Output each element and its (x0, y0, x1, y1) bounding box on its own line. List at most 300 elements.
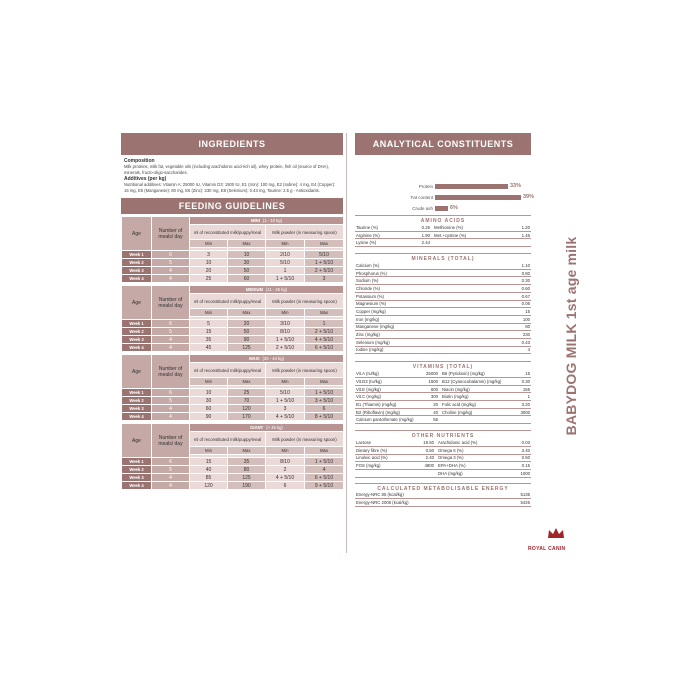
table-cell: 4 (495, 346, 531, 354)
table-cell: 5 (190, 320, 228, 328)
table-cell: EPA+DHA (%) (435, 462, 501, 470)
table-cell: FOS (mg/kg) (355, 462, 411, 470)
table-row (122, 336, 344, 344)
amino-title: AMINO ACIDS (355, 215, 531, 224)
table-row (122, 251, 344, 259)
meals-value: 4 (152, 482, 190, 490)
feeding-table-giant (121, 423, 344, 490)
table-cell (505, 416, 531, 424)
powder-header: Milk powder (in measuring spoon) (266, 363, 344, 378)
table-cell: 2 + 5/10 (305, 267, 344, 275)
meals-value: 4 (152, 336, 190, 344)
table-cell: Potassium (%) (355, 292, 495, 300)
table-cell: 30 (190, 397, 228, 405)
meals-value: 6 (152, 458, 190, 466)
meals-value: 5 (152, 466, 190, 474)
table-row (355, 408, 531, 416)
table-cell: 4800 (411, 462, 435, 470)
table-cell: Arachidonic acid (%) (435, 439, 501, 446)
table-cell: 230 (495, 331, 531, 339)
table-cell: Vit.D3 (IU/kg) (355, 378, 415, 386)
feeding-table-medium (121, 285, 344, 352)
feeding-table-mini (121, 216, 344, 283)
other-nutrients-table (355, 439, 531, 477)
minmax-header: Max (228, 447, 266, 455)
table-cell: Dietary fibre (%) (355, 446, 411, 454)
table-cell: 20 (228, 320, 266, 328)
table-cell: Niacin (mg/kg) (439, 385, 505, 393)
size-range: (11 - 25 kg) (265, 287, 288, 292)
table-row (355, 385, 531, 393)
table-cell: 90 (190, 413, 228, 421)
week-label: Week 3 (122, 267, 152, 275)
table-cell: 10 (190, 259, 228, 267)
table-cell: Arginine (%) (355, 231, 409, 239)
column-divider (346, 133, 347, 553)
table-cell: 56 (415, 416, 439, 424)
table-cell: Lysine (%) (355, 239, 409, 247)
feeding-header (121, 198, 343, 214)
table-cell: 4 (305, 466, 344, 474)
table-cell (439, 416, 505, 424)
table-row (355, 331, 531, 339)
size-name: MAXI (249, 356, 260, 361)
table-cell: Phosphorus (%) (355, 269, 495, 277)
table-cell: 6 + 5/10 (305, 474, 344, 482)
table-row (122, 267, 344, 275)
table-cell: Zinc (mg/kg) (355, 331, 495, 339)
meals-value: 6 (152, 251, 190, 259)
table-cell: 3/10 (266, 320, 305, 328)
additives-label: Additives (per kg) (124, 176, 167, 182)
amino-table (355, 224, 531, 247)
table-cell: 8 + 5/10 (305, 413, 344, 421)
bar-row-fat (355, 195, 433, 201)
meals-value: 4 (152, 275, 190, 283)
minerals-title: MINERALS (TOTAL) (355, 253, 531, 262)
side-title: BABYDOG MILK 1st age milk (563, 236, 579, 436)
composition-label: Composition (124, 158, 155, 164)
week-label: Week 1 (122, 320, 152, 328)
table-cell: Vit.E (mg/kg) (355, 385, 415, 393)
bar-label-protein: Protein (418, 184, 433, 189)
week-label: Week 1 (122, 251, 152, 259)
table-cell: 5/10 (305, 251, 344, 259)
table-row (122, 259, 344, 267)
table-cell: 1 + 5/10 (266, 336, 305, 344)
composition-text: Milk proteins, milk fat, vegetable oils (including arachidonic acid-rich oil), whey protein, fish oil (source of DHA), minerals, fructo-oligo-saccharides. (124, 164, 330, 175)
table-cell: 3 (305, 275, 344, 283)
vitamins-title: VITAMINS (TOTAL) (355, 361, 531, 370)
table-cell: Linoleic acid (%) (355, 454, 411, 462)
size-name: MINI (251, 218, 260, 223)
table-cell: 70 (228, 397, 266, 405)
age-header: Age (122, 217, 152, 251)
table-cell: 1 (305, 320, 344, 328)
table-cell: 3.20 (505, 401, 531, 409)
table-cell: 0.15 (501, 462, 531, 470)
meals-header: Number of meals/ day (152, 355, 190, 389)
table-cell: 3 (190, 251, 228, 259)
table-cell: 0.30 (495, 277, 531, 285)
ml-header: ml of reconstituted milk/puppy/meal (190, 432, 266, 447)
table-cell: 25 (228, 389, 266, 397)
table-row (122, 397, 344, 405)
table-cell: 35 (190, 336, 228, 344)
meals-value: 4 (152, 474, 190, 482)
size-range: (1 - 10 kg) (262, 218, 282, 223)
table-cell: 1.10 (495, 262, 531, 269)
table-cell: 15 (505, 370, 531, 377)
table-row (355, 224, 531, 231)
table-cell: Met.+cystine (%) (431, 231, 499, 239)
table-row (355, 338, 531, 346)
ml-header: ml of reconstituted milk/puppy/meal (190, 225, 266, 240)
vitamins-table (355, 370, 531, 424)
table-cell: 0.50 (411, 446, 435, 454)
table-cell: 50 (228, 328, 266, 336)
table-row (355, 239, 531, 247)
meals-value: 5 (152, 328, 190, 336)
table-cell: Manganese (mg/kg) (355, 323, 495, 331)
table-cell: 120 (190, 482, 228, 490)
table-cell: Biotin (mg/kg) (439, 393, 505, 401)
table-cell: 2.44 (409, 239, 431, 247)
powder-header: Milk powder (in measuring spoon) (266, 432, 344, 447)
table-cell: 155 (505, 385, 531, 393)
minmax-header: Min (266, 240, 305, 248)
table-cell: Iodine (mg/kg) (355, 346, 495, 354)
table-row (355, 462, 531, 470)
minmax-header: Min (266, 378, 305, 386)
table-cell: 1000 (501, 469, 531, 477)
table-cell: 0.30 (505, 378, 531, 386)
table-cell: 2.40 (411, 454, 435, 462)
table-cell: 0.60 (495, 285, 531, 293)
table-cell: 6 + 5/10 (305, 344, 344, 352)
table-cell: 4 + 5/10 (266, 413, 305, 421)
table-row (355, 262, 531, 269)
week-label: Week 1 (122, 389, 152, 397)
bar-value-fat: 39% (523, 194, 535, 200)
table-cell: 25 (190, 275, 228, 283)
table-cell: 60 (228, 275, 266, 283)
minmax-header: Min (190, 309, 228, 317)
table-cell: 120 (228, 405, 266, 413)
crown-icon (546, 526, 566, 540)
table-row (355, 285, 531, 293)
table-cell: 6 (305, 405, 344, 413)
table-cell: 30 (228, 259, 266, 267)
minerals-table (355, 262, 531, 354)
table-cell (411, 469, 435, 477)
table-row (355, 370, 531, 377)
other-nutrients-title: OTHER NUTRIENTS (355, 430, 531, 439)
minmax-header: Min (266, 309, 305, 317)
table-cell: 8/10 (266, 458, 305, 466)
table-cell: 10 (228, 251, 266, 259)
table-cell: 35 (228, 458, 266, 466)
table-cell: 125 (228, 344, 266, 352)
minmax-header: Min (190, 378, 228, 386)
table-cell: 190 (228, 482, 266, 490)
bar-value-protein: 33% (510, 183, 522, 189)
table-cell: 15 (495, 308, 531, 316)
table-cell: Calcium (%) (355, 262, 495, 269)
table-cell: 1 (266, 267, 305, 275)
table-cell: 0.03 (501, 439, 531, 446)
ml-header: ml of reconstituted milk/puppy/meal (190, 294, 266, 309)
table-cell: 5135 (495, 492, 531, 499)
powder-header: Milk powder (in measuring spoon) (266, 294, 344, 309)
size-label (190, 424, 344, 432)
table-cell: B2 (Riboflavin) (mg/kg) (355, 408, 415, 416)
feeding-table-maxi (121, 354, 344, 421)
table-row (355, 446, 531, 454)
table-cell: 20 (415, 401, 439, 409)
table-cell: 20 (190, 267, 228, 275)
table-row (355, 308, 531, 316)
energy-title: CALCULATED METABOLISABLE ENERGY (355, 483, 531, 492)
table-cell: 1 + 5/10 (305, 458, 344, 466)
brand-name: ROYAL CANIN (528, 546, 566, 552)
minmax-header: Min (190, 447, 228, 455)
table-row (355, 277, 531, 285)
table-row (122, 413, 344, 421)
ml-header: ml of reconstituted milk/puppy/meal (190, 363, 266, 378)
table-cell: Lactose (355, 439, 411, 446)
size-label (190, 355, 344, 363)
ingredients-body (121, 155, 343, 194)
table-row (355, 292, 531, 300)
week-label: Week 2 (122, 328, 152, 336)
ingredients-title: INGREDIENTS (198, 139, 266, 149)
table-row (355, 231, 531, 239)
table-row (122, 482, 344, 490)
minmax-header: Min (190, 240, 228, 248)
table-cell: 40 (415, 408, 439, 416)
age-header: Age (122, 355, 152, 389)
table-cell: Magnesium (%) (355, 300, 495, 308)
minmax-header: Max (305, 240, 344, 248)
week-label: Week 2 (122, 466, 152, 474)
table-row (355, 378, 531, 386)
table-cell: Methionine (%) (431, 224, 499, 231)
feeding-title: FEEDING GUIDELINES (178, 201, 286, 211)
table-row (355, 269, 531, 277)
table-row (355, 454, 531, 462)
size-label (190, 286, 344, 294)
table-row (122, 275, 344, 283)
table-cell: Omega 3 (%) (435, 454, 501, 462)
right-column (355, 133, 535, 507)
minmax-header: Max (305, 447, 344, 455)
table-cell (431, 239, 499, 247)
table-cell: 0.67 (495, 292, 531, 300)
table-cell: 3000 (505, 408, 531, 416)
week-label: Week 4 (122, 275, 152, 283)
table-cell: 125 (228, 474, 266, 482)
bar-label-ash: Crude ash (412, 206, 433, 211)
table-cell: Vit.C (mg/kg) (355, 393, 415, 401)
table-cell: 50 (228, 267, 266, 275)
week-label: Week 4 (122, 482, 152, 490)
table-cell: 1 + 5/10 (266, 275, 305, 283)
table-row (122, 389, 344, 397)
table-cell: 1 + 5/10 (305, 389, 344, 397)
meals-value: 6 (152, 320, 190, 328)
table-row (122, 344, 344, 352)
table-row (355, 416, 531, 424)
meals-value: 4 (152, 405, 190, 413)
table-cell: 15 (190, 458, 228, 466)
feeding-tables (121, 216, 343, 490)
week-label: Week 3 (122, 405, 152, 413)
table-cell: Chloride (%) (355, 285, 495, 293)
table-cell: 85 (190, 474, 228, 482)
minmax-header: Max (228, 309, 266, 317)
table-row (122, 320, 344, 328)
table-row (355, 439, 531, 446)
table-cell: 4 + 5/10 (305, 336, 344, 344)
table-cell: 60 (190, 405, 228, 413)
table-cell: 0.80 (495, 269, 531, 277)
table-row (122, 405, 344, 413)
table-row (122, 474, 344, 482)
meals-value: 4 (152, 344, 190, 352)
size-name: GIANT (250, 425, 264, 430)
table-cell: B1 (Thiamin) (mg/kg) (355, 401, 415, 409)
table-cell: 2 + 5/10 (305, 328, 344, 336)
meals-header: Number of meals/ day (152, 424, 190, 458)
week-label: Week 1 (122, 458, 152, 466)
table-row (122, 328, 344, 336)
analytical-title: ANALYTICAL CONSTITUENTS (372, 139, 514, 149)
energy-table (355, 492, 531, 507)
table-cell: 40 (190, 466, 228, 474)
minmax-header: Max (305, 378, 344, 386)
table-cell: 25000 (415, 370, 439, 377)
table-cell: 3 + 5/10 (305, 397, 344, 405)
size-range: (> 45 kg) (266, 425, 283, 430)
table-cell: 5426 (495, 499, 531, 507)
table-cell: 1 + 5/10 (266, 397, 305, 405)
table-cell: 90 (228, 336, 266, 344)
table-cell: 1.90 (409, 231, 431, 239)
table-cell: Taurine (%) (355, 224, 409, 231)
bar-ash (435, 206, 448, 211)
minmax-header: Max (228, 240, 266, 248)
table-row (355, 315, 531, 323)
week-label: Week 2 (122, 259, 152, 267)
meals-value: 6 (152, 389, 190, 397)
table-cell: DHA (mg/kg) (435, 469, 501, 477)
table-cell: Folic acid (mg/kg) (439, 401, 505, 409)
table-row (355, 492, 531, 499)
table-cell: Iron (mg/kg) (355, 315, 495, 323)
table-cell: 80 (495, 323, 531, 331)
table-cell: Omega 6 (%) (435, 446, 501, 454)
table-cell: Choline (mg/kg) (439, 408, 505, 416)
table-cell: 9 + 5/10 (305, 482, 344, 490)
table-row (355, 300, 531, 308)
table-cell: 15 (190, 328, 228, 336)
table-row (355, 401, 531, 409)
table-cell: 5/10 (266, 389, 305, 397)
minmax-header: Min (266, 447, 305, 455)
table-cell: 3 (266, 405, 305, 413)
table-row (355, 469, 531, 477)
analytical-header (355, 133, 531, 155)
analytical-bars (355, 155, 535, 211)
table-cell: Sodium (%) (355, 277, 495, 285)
additives-text: Nutritional additives: Vitamin A: 25000 IU, Vitamin D3: 1500 IU, E1 (Iron): 100 mg, E2 (Iodine): 4 mg, E4 (Copper): 15 mg, E5 (Manganese): 80 mg, E6 (Zinc): 230 mg, E8 (Selenium): 0.43 mg, Taurine: 2.5 g - Antioxidants. (124, 182, 336, 193)
table-cell: 2/10 (266, 251, 305, 259)
table-cell: 0.43 (495, 338, 531, 346)
table-cell: 600 (415, 385, 439, 393)
table-cell: 1500 (415, 378, 439, 386)
size-range: (26 - 44 kg) (262, 356, 284, 361)
left-column (121, 133, 343, 490)
table-cell: 5/10 (266, 259, 305, 267)
table-cell: 4 + 5/10 (266, 474, 305, 482)
size-name: MEDIUM (245, 287, 263, 292)
table-cell: 2 (266, 466, 305, 474)
table-cell: 1.20 (499, 224, 531, 231)
minmax-header: Max (305, 309, 344, 317)
meals-value: 5 (152, 259, 190, 267)
table-row (355, 346, 531, 354)
bar-fat (435, 195, 521, 200)
bar-row-protein (355, 184, 433, 190)
table-row (355, 499, 531, 507)
week-label: Week 4 (122, 413, 152, 421)
table-row (122, 458, 344, 466)
table-cell: 0.25 (409, 224, 431, 231)
meals-value: 4 (152, 413, 190, 421)
week-label: Week 2 (122, 397, 152, 405)
bar-value-ash: 6% (450, 205, 458, 211)
table-cell: Copper (mg/kg) (355, 308, 495, 316)
bar-label-fat: Fat content (410, 195, 433, 200)
table-cell (499, 239, 531, 247)
table-cell: 45 (190, 344, 228, 352)
table-cell: 100 (495, 315, 531, 323)
table-cell (355, 469, 411, 477)
table-cell: 0.50 (501, 454, 531, 462)
age-header: Age (122, 286, 152, 320)
week-label: Week 3 (122, 336, 152, 344)
table-cell: Selenium (mg/kg) (355, 338, 495, 346)
table-row (355, 393, 531, 401)
table-row (355, 323, 531, 331)
table-cell: 6 (266, 482, 305, 490)
week-label: Week 4 (122, 344, 152, 352)
table-cell: 300 (415, 393, 439, 401)
brand-logo (528, 524, 584, 554)
table-cell: 2 + 5/10 (266, 344, 305, 352)
table-cell: 170 (228, 413, 266, 421)
table-cell: Calcium pantothenate (mg/kg) (356, 417, 414, 423)
table-cell: 80 (228, 466, 266, 474)
meals-value: 5 (152, 397, 190, 405)
table-cell: Energy-NRC 2006 (kcal/kg) (355, 499, 495, 507)
meals-value: 4 (152, 267, 190, 275)
table-cell: Vit.A (IU/kg) (355, 370, 415, 377)
table-cell: 19.50 (411, 439, 435, 446)
minmax-header: Max (228, 378, 266, 386)
bar-row-ash (355, 206, 433, 212)
